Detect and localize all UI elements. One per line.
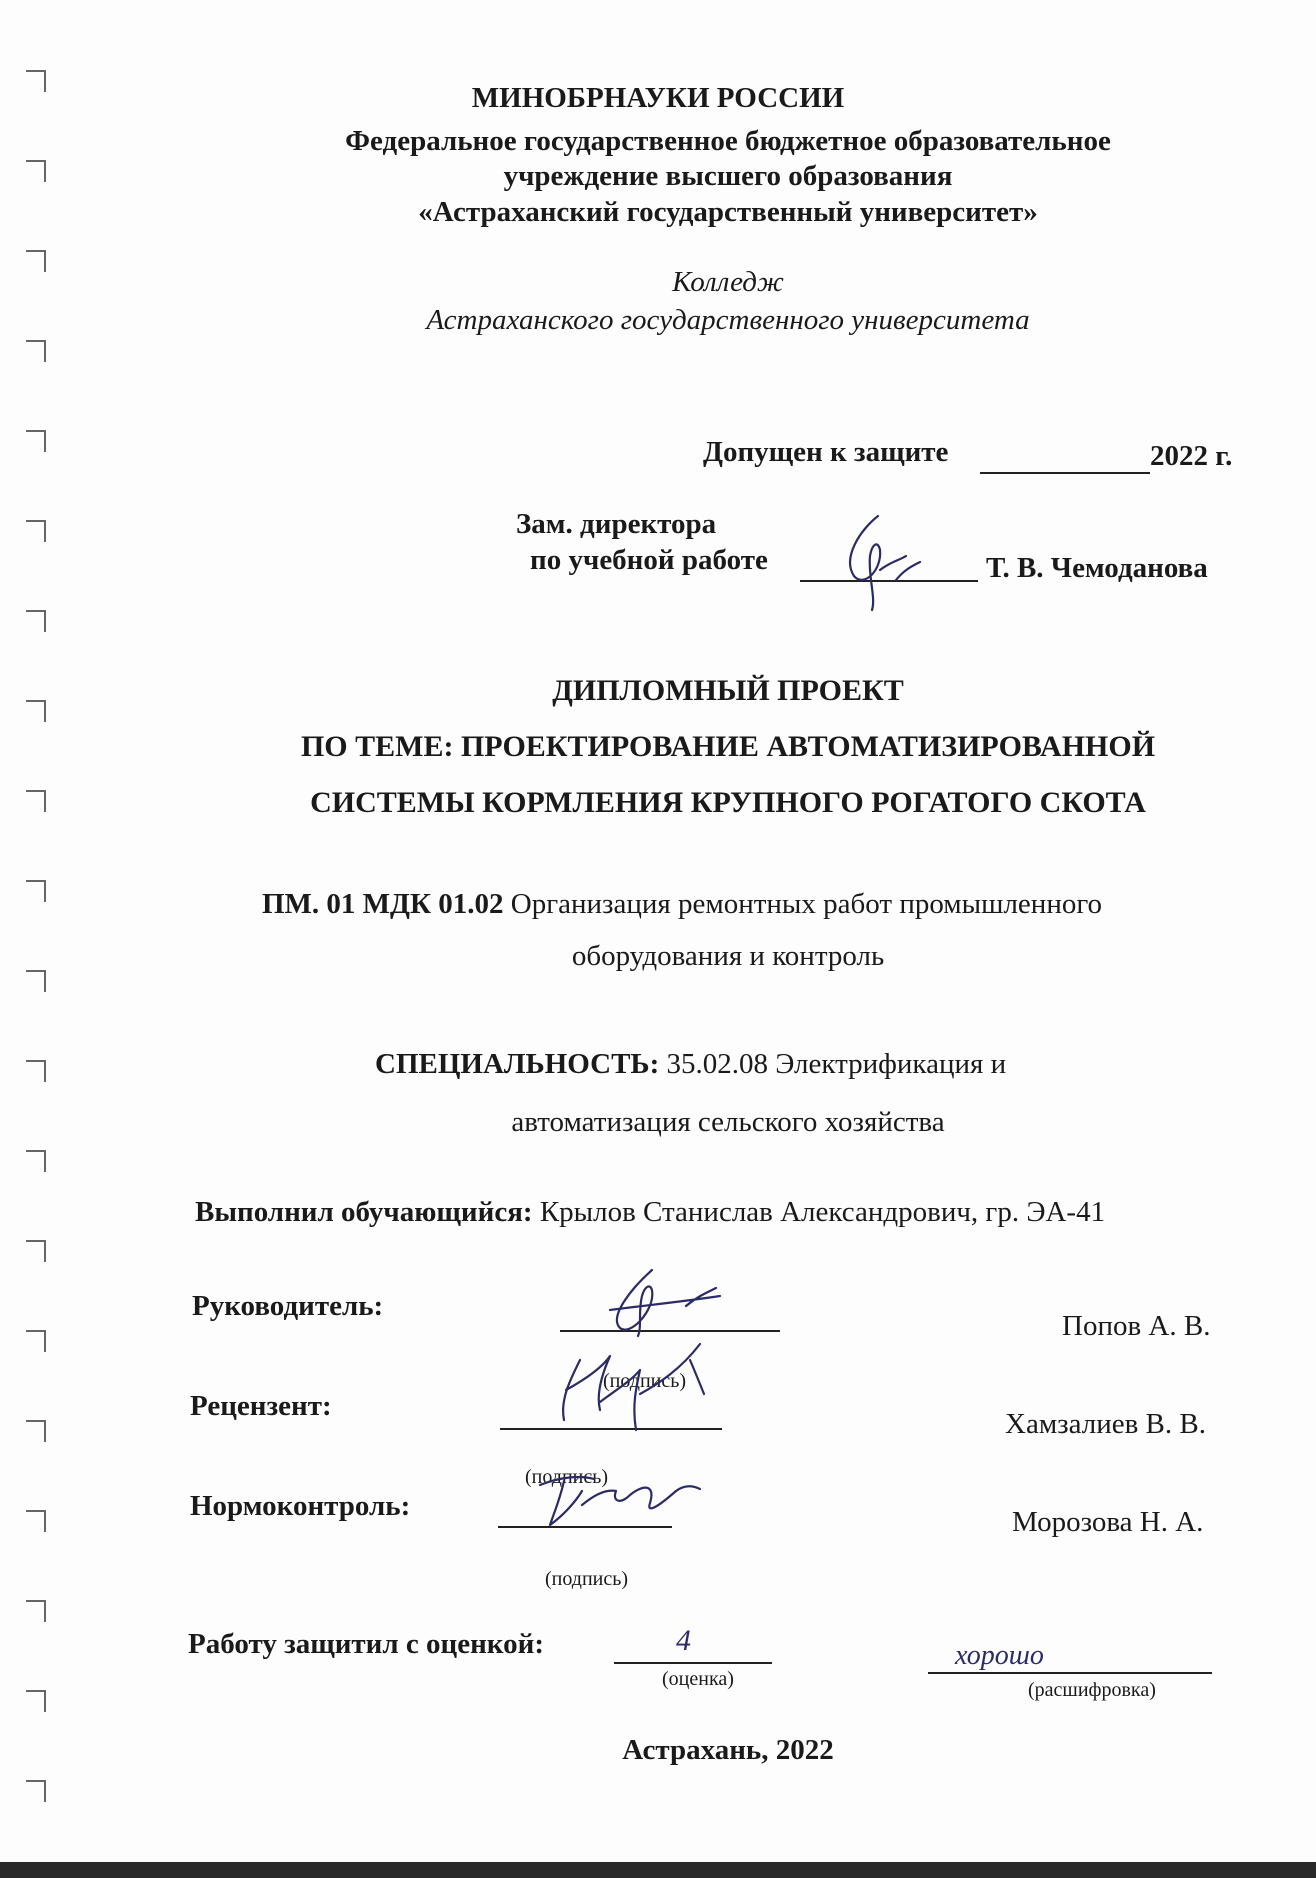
approver-name: Т. В. Чемоданова (986, 552, 1208, 584)
binding-mark (26, 1690, 46, 1712)
supervisor-signature (590, 1262, 730, 1342)
reviewer-signature-caption: (подпись) (525, 1466, 609, 1488)
module-title-part-1: Организация ремонтных работ промышленного (510, 888, 1103, 920)
city-year: Астрахань, 2022 (622, 1734, 834, 1766)
module-code: ПМ. 01 МДК 01.02 (262, 888, 504, 920)
grade-line (614, 1662, 772, 1664)
admission-date-line (980, 472, 1150, 474)
normcontrol-label: Нормоконтроль: (190, 1490, 411, 1522)
binding-mark (26, 790, 46, 812)
binding-mark (26, 430, 46, 452)
college-line-1: Колледж (672, 266, 784, 298)
grade-words: хорошо (955, 1640, 1044, 1671)
normcontrol-signature-caption: (подпись) (545, 1568, 629, 1590)
institution-line-2: учреждение высшего образования (503, 160, 953, 192)
binding-mark (26, 520, 46, 542)
binding-mark (26, 1600, 46, 1622)
grade-caption: (оценка) (662, 1668, 734, 1690)
binding-mark (26, 700, 46, 722)
college-line-2: Астраханского государственного университета (426, 304, 1030, 336)
defense-grade: 4 (676, 1624, 691, 1657)
binding-margin (0, 0, 60, 1878)
student-label: Выполнил обучающийся: (195, 1196, 533, 1228)
project-title-line-2: ПО ТЕМЕ: ПРОЕКТИРОВАНИЕ АВТОМАТИЗИРОВАННОЙ (300, 730, 1156, 763)
binding-mark (26, 610, 46, 632)
reviewer-label: Рецензент: (190, 1390, 332, 1422)
reviewer-signature (540, 1340, 740, 1440)
grade-words-caption: (расшифровка) (1028, 1679, 1156, 1701)
binding-mark (26, 1240, 46, 1262)
approver-title-line-1: Зам. директора (516, 508, 717, 540)
specialty-line-1 (375, 1048, 1006, 1081)
binding-mark (26, 1510, 46, 1532)
supervisor-name: Попов А. В. (1062, 1310, 1211, 1342)
normcontrol-name: Морозова Н. А. (1012, 1506, 1204, 1538)
institution-line-1: Федеральное государственное бюджетное образовательное (345, 125, 1111, 157)
admission-year: 2022 г. (1150, 440, 1233, 472)
module-title-part-2: оборудования и контроль (571, 940, 885, 972)
binding-mark (26, 970, 46, 992)
binding-mark (26, 1780, 46, 1802)
module-line-1 (262, 888, 1102, 921)
binding-mark (26, 1150, 46, 1172)
supervisor-label: Руководитель: (192, 1290, 384, 1322)
project-title-line-1: ДИПЛОМНЫЙ ПРОЕКТ (552, 674, 904, 707)
student-value: Крылов Станислав Александрович, гр. ЭА-41 (539, 1196, 1106, 1228)
binding-mark (26, 1330, 46, 1352)
supervisor-signature-caption: (подпись) (603, 1370, 687, 1392)
binding-mark (26, 250, 46, 272)
specialty-value-part-1: 35.02.08 Электрификация и (666, 1048, 1007, 1080)
scan-edge (0, 1862, 1316, 1878)
admission-label: Допущен к защите (703, 436, 949, 468)
specialty-label: СПЕЦИАЛЬНОСТЬ: (375, 1048, 660, 1080)
binding-mark (26, 880, 46, 902)
ministry-title: МИНОБРНАУКИ РОССИИ (471, 82, 845, 114)
approver-title-line-2: по учебной работе (530, 544, 768, 576)
student-line (195, 1196, 1105, 1229)
normcontrol-signature (520, 1455, 710, 1535)
binding-mark (26, 1420, 46, 1442)
reviewer-name: Хамзалиев В. В. (1005, 1408, 1206, 1440)
binding-mark (26, 1060, 46, 1082)
university-name: «Астраханский государственный университет» (418, 196, 1038, 228)
approver-signature (820, 510, 930, 615)
specialty-value-part-2: автоматизация сельского хозяйства (511, 1106, 945, 1138)
binding-mark (26, 340, 46, 362)
grade-words-line (928, 1672, 1212, 1674)
binding-mark (26, 160, 46, 182)
defense-label: Работу защитил с оценкой: (188, 1628, 544, 1660)
project-title-line-3: СИСТЕМЫ КОРМЛЕНИЯ КРУПНОГО РОГАТОГО СКОТА (310, 786, 1146, 819)
